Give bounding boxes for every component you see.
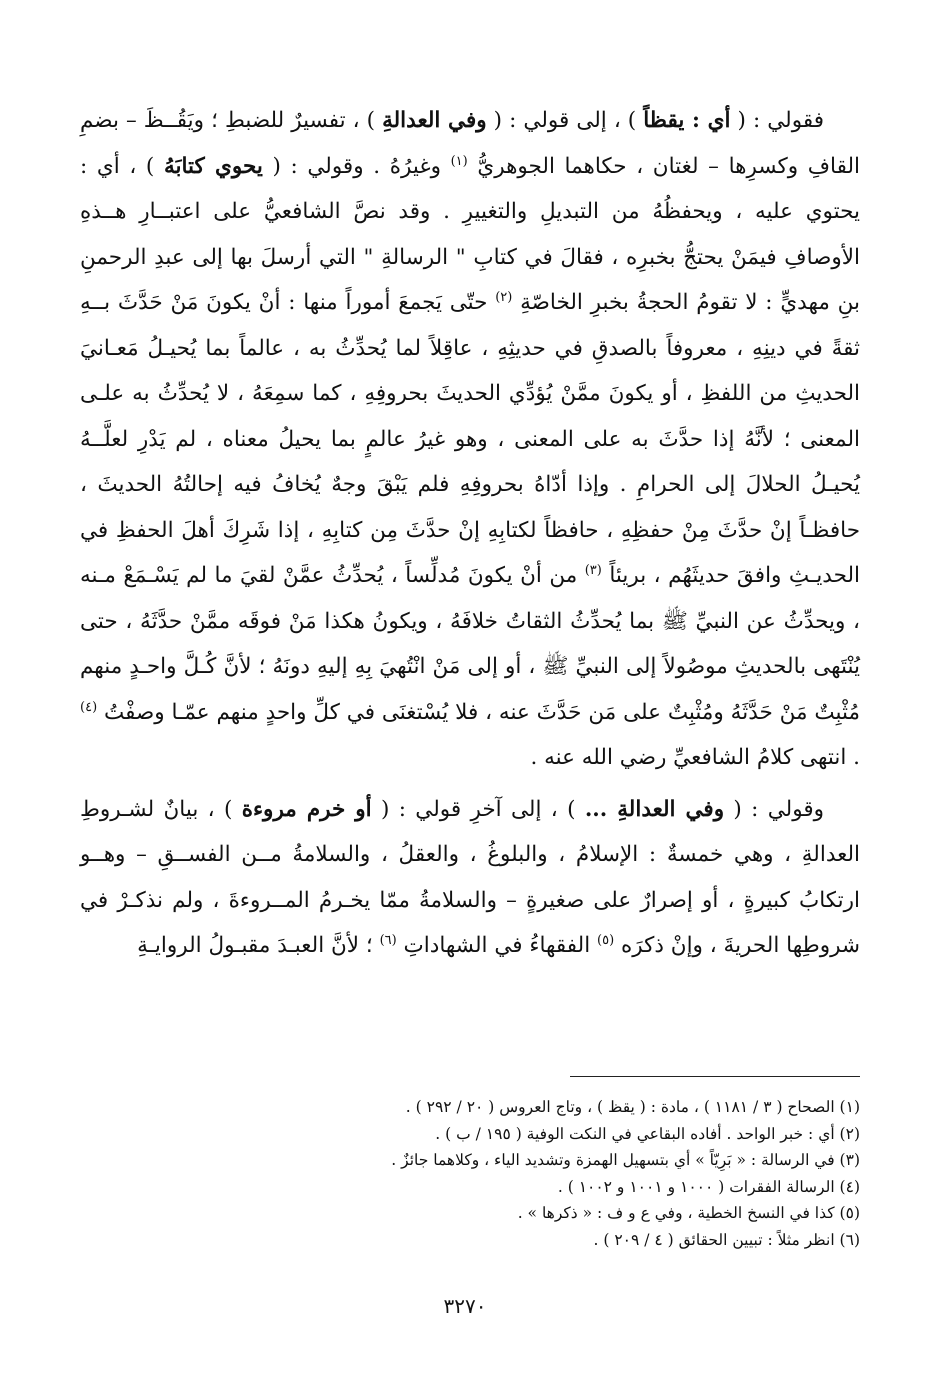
quoted-term: أي : يقظاً xyxy=(643,108,731,133)
footnotes-block xyxy=(80,1094,860,1253)
footnote-1: (١) الصحاح ( ٣ / ١١٨١ ) ، مادة : ( يقظ ) ، وتاج العروس ( ٢٠ / ٢٩٢ ) . xyxy=(405,1098,860,1116)
paragraph-2 xyxy=(80,787,860,969)
text-run: ) ، إلى آخرِ قولي : ( xyxy=(371,796,585,822)
main-text-block xyxy=(80,98,860,969)
text-run: الفقهاءُ في الشهاداتِ xyxy=(396,933,598,958)
text-run: ) ، أي : يحتوي عليه ، ويحفظُهُ من التبديلِ والتغييرِ . وقد نصَّ الشافعيُّ على اعتبــارِ هــذهِ الأوصافِ فيمَنْ يحتجُّ بخبرِه ، فقالَ في كتابِ " الرسالةِ " التي أرسلَ بها إلى عبدِ الرحمنِ بنِ مهديٍّ : لا تقومُ الحجةُ بخبرِ الخاصّةِ xyxy=(80,153,860,315)
footnote-marker: (٥) xyxy=(597,932,615,948)
text-run: وغيرُهُ . وقولي : ( xyxy=(262,153,451,179)
quoted-term: يحوي كتابَهُ xyxy=(163,153,263,179)
quoted-term: وفي العدالةِ ... xyxy=(584,796,725,822)
footnote-6: (٦) انظر مثلاً : تبيين الحقائق ( ٤ / ٢٠٩ ) . xyxy=(593,1230,860,1249)
text-run: ) ، تفسيرٌ للضبطِ ؛ ويَقُــظَ – بضمِ القافِ وكسرِها – لغتان ، حكاهما الجوهريُّ xyxy=(80,108,860,179)
text-run: ) ، بيانٌ لشـروطِ العدالةِ ، وهي خمسةٌ : الإسلامُ ، والبلوغُ ، والعقلُ ، والسلامةُ مــن الفســقِ – وهــو ارتكابُ كبيرةٍ ، أو إصرارٌ على صغيرةٍ – والسلامةُ ممّا يخـرمُ المــروءةَ ، ولم نذكـرْ في شروطِها الحريةَ ، وإنْ ذكرَه xyxy=(80,796,860,958)
text-run: ) ، إلى قولي : ( xyxy=(486,108,644,133)
footnote-divider xyxy=(570,1076,860,1077)
page-number: ٣٢٧٠ xyxy=(443,1294,487,1318)
text-run: حتّى يَجمعَ أموراً منها : أنْ يكونَ مَنْ حَدَّثَ بــهِ ثقةً في دينِهِ ، معروفاً بالصدقِ في حديثِهِ ، عاقِلاً لما يُحدِّثُ به ، عالماً بما يُحيـلُ مَعـانيَ الحديثِ من اللفظِ ، أو يكونَ ممَّنْ يُؤدِّي الحديثَ بحروفِهِ ، كما سمِعَهُ ، لا يُحدِّثُ به علـى المعنى ؛ لأنَّهُ إذا حدَّثَ به على المعنى ، وهو غيرُ عالمٍ بما يحيلُ معناه ، لم يَدْرِ لعلَّــهُ يُحيـلُ الحلالَ إلى الحرامِ . وإذا أدّاهُ بحروفِهِ فلم يَبْقَ وجهٌ يُخافُ فيه إحالتُهُ الحديثَ ، حافظـاً إنْ حدَّثَ مِنْ حفظِهِ ، حافظاً لكتابِهِ إنْ حدَّثَ مِن كتابِهِ ، إذا شَرِكَ أهلَ الحفظِ في الحديـثِ وافقَ حديثَهُم ، بريئاً xyxy=(80,290,860,588)
footnote-marker: (١) xyxy=(450,153,468,169)
footnote-marker: (٣) xyxy=(584,562,602,578)
text-run: . انتهى كلامُ الشافعيِّ رضي الله عنه . xyxy=(530,745,860,770)
footnote-2: (٢) أي : خبر الواحد . أفاده البقاعي في النكت الوفية ( ١٩٥ / ب ) . xyxy=(435,1124,860,1143)
quoted-term: وفي العدالةِ xyxy=(382,108,487,133)
footnote-marker: (٦) xyxy=(379,932,397,948)
paragraph-1 xyxy=(80,98,860,781)
footnote-5: (٥) كذا في النسخ الخطية ، وفي ع و ف : « ذكرها » . xyxy=(517,1204,860,1222)
quoted-term: أو خرم مروءة xyxy=(241,796,372,822)
footnote-3: (٣) في الرسالة : « بَرِيّاً » أي بتسهيل الهمزة وتشديد الياء ، وكلاهما جائزٌ . xyxy=(391,1151,860,1169)
text-run: وقولي : ( xyxy=(724,796,824,822)
text-run: ؛ لأنَّ العبـدَ مقبـولُ الروايـةِ xyxy=(137,933,380,958)
text-run: من أنْ يكونَ مُدلِّساً ، يُحدِّثُ عمَّنْ لقيَ ما لم يَسْـمَعْ مـنه ، ويحدِّثُ عن النبيِّ ﷺ بما يُحدِّثُ الثقاتُ خلافَهُ ، ويكونُ هكذا مَنْ فوقَه ممَّنْ حدَّثَهُ ، حتى يُنْتَهى بالحديثِ موصُولاً إلى النبيِّ ﷺ ، أو إلى مَنْ انْتُهيَ بِهِ إليهِ دونَهُ ؛ لأنَّ كُـلَّ واحـدٍ منهم مُثْبِتٌ مَنْ حَدَّثَهُ ومُثْبِتٌ على مَن حَدَّثَ عنه ، فلا يُسْتغنَى في كلِّ واحدٍ منهم عمّـا وصفْتُ xyxy=(80,563,860,725)
text-run: فقولي : ( xyxy=(730,108,824,133)
footnote-marker: (٢) xyxy=(495,289,513,305)
footnote-marker: (٤) xyxy=(80,699,98,715)
footnote-4: (٤) الرسالة الفقرات ( ١٠٠٠ و ١٠٠١ و ١٠٠٢ ) . xyxy=(557,1177,860,1196)
